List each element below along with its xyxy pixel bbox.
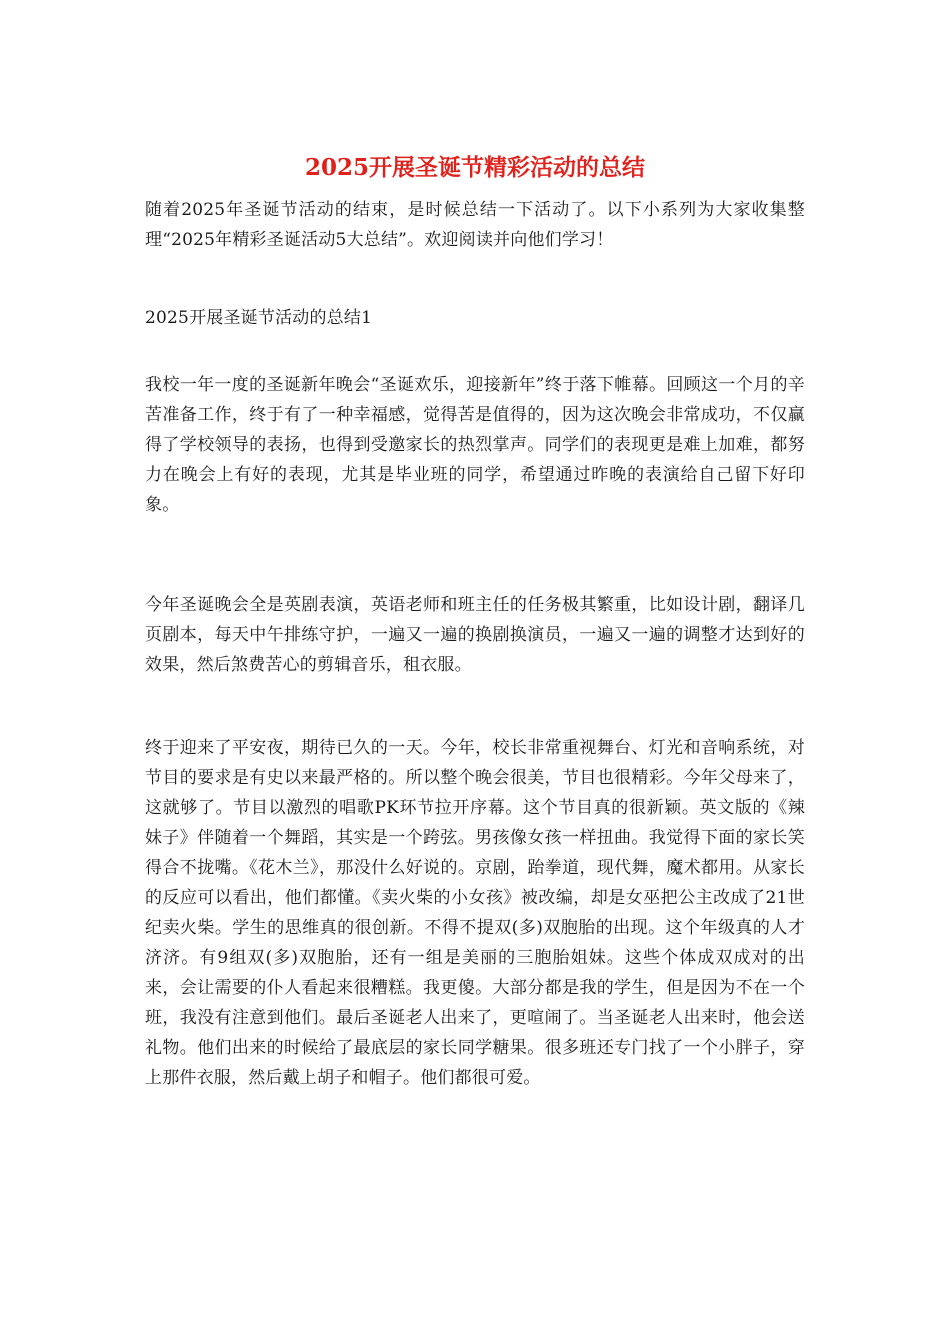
document-title: 2025开展圣诞节精彩活动的总结	[304, 154, 645, 181]
intro-paragraph: 随着2025年圣诞节活动的结束，是时候总结一下活动了。以下小系列为大家收集整理“2025年精彩圣诞活动5大总结”。欢迎阅读并向他们学习！	[145, 200, 805, 250]
section-heading: 2025开展圣诞节活动的总结1	[145, 308, 373, 328]
body-paragraph-1: 我校一年一度的圣诞新年晚会“圣诞欢乐，迎接新年”终于落下帷幕。回顾这一个月的辛苦准备工作，终于有了一种幸福感，觉得苦是值得的，因为这次晚会非常成功，不仅赢得了学校领导的表扬，也得到受邀家长的热烈掌声。同学们的表现更是难上加难，都努力在晚会上有好的表现，尤其是毕业班的同学，希望通过昨晚的表演给自己留下好印象。	[145, 375, 805, 515]
body-paragraph-3: 终于迎来了平安夜，期待已久的一天。今年，校长非常重视舞台、灯光和音响系统，对节目的要求是有史以来最严格的。所以整个晚会很美，节目也很精彩。今年父母来了，这就够了。节目以激烈的唱歌PK环节拉开序幕。这个节目真的很新颖。英文版的《辣妹子》伴随着一个舞蹈，其实是一个跨弦。男孩像女孩一样扭曲。我觉得下面的家长笑得合不拢嘴。《花木兰》，那没什么好说的。京剧，跆拳道，现代舞，魔术都用。从家长的反应可以看出，他们都懂。《卖火柴的小女孩》被改编，却是女巫把公主改成了21世纪卖火柴。学生的思维真的很创新。不得不提双(多)双胞胎的出现。这个年级真的人才济济。有9组双(多)双胞胎，还有一组是美丽的三胞胎姐妹。这些个体成双成对的出来，会让需要的仆人看起来很糟糕。我更傻。大部分都是我的学生，但是因为不在一个班，我没有注意到他们。最后圣诞老人出来了，更喧闹了。当圣诞老人出来时，他会送礼物。他们出来的时候给了最底层的家长同学糖果。很多班还专门找了一个小胖子，穿上那件衣服，然后戴上胡子和帽子。他们都很可爱。	[145, 738, 805, 1088]
body-paragraph-2: 今年圣诞晚会全是英剧表演，英语老师和班主任的任务极其繁重，比如设计剧，翻译几页剧本，每天中午排练守护，一遍又一遍的换剧换演员，一遍又一遍的调整才达到好的效果，然后煞费苦心的剪辑音乐，租衣服。	[145, 595, 805, 675]
